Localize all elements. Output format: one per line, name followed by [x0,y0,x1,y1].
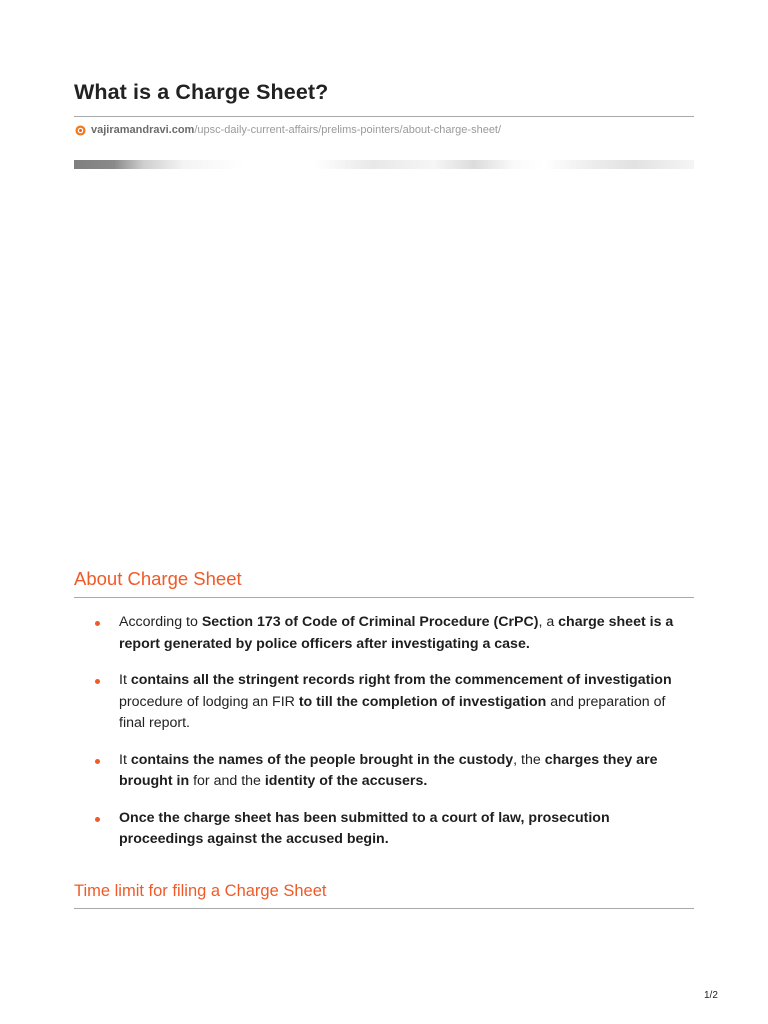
bullet-text: and preparation of final report. [119,693,666,731]
bullet-item [95,808,685,851]
banner-image-strip [74,160,694,169]
time-limit-heading: Time limit for filing a Charge Sheet [74,882,327,900]
bullet-text: According to [119,614,202,630]
bullet-bold-text: to till the completion of investigation [298,693,547,710]
source-domain[interactable]: vajiramandravi.com [91,124,195,136]
bullet-item [95,612,685,655]
bullet-text: procedure of lodging an FIR [119,693,299,710]
page-number: 1/2 [704,990,718,1001]
site-logo-icon [75,125,86,136]
bullet-item [95,750,685,793]
bullet-item [95,670,685,735]
bullet-bold-text: Once the charge sheet has been submitted to a court of law, prosecution proceedings against the accused begin. [119,809,610,847]
bullet-bold-text: charges they are brought in [119,751,658,789]
about-bullet-list [95,612,685,866]
time-limit-divider [74,908,694,909]
about-charge-sheet-heading: About Charge Sheet [74,568,242,589]
bullet-text: , a [538,614,559,630]
bullet-bold-text: charge sheet is a report generated by police officers after investigating a case. [119,614,674,652]
title-divider [74,116,694,117]
bullet-dot-icon [95,621,100,626]
source-path[interactable]: /upsc-daily-current-affairs/prelims-pointers/about-charge-sheet/ [194,124,502,136]
bullet-bold-text: Section 173 of Code of Criminal Procedure (CrPC) [201,614,539,630]
bullet-text: , the [513,751,545,768]
source-link[interactable] [75,123,501,137]
bullet-bold-text: contains the names of the people brought in the custody [130,751,514,768]
bullet-text: It [119,751,131,768]
bullet-text: It [119,672,131,688]
bullet-text: for and the [189,773,265,789]
bullet-dot-icon [95,817,100,822]
bullet-bold-text: identity of the accusers. [264,773,428,789]
page-title: What is a Charge Sheet? [74,80,329,104]
bullet-bold-text: contains all the stringent records right from the commencement of investigation [130,672,672,688]
banner-image-area [74,169,694,549]
about-heading-divider [74,597,694,598]
bullet-dot-icon [95,759,100,764]
bullet-dot-icon [95,679,100,684]
